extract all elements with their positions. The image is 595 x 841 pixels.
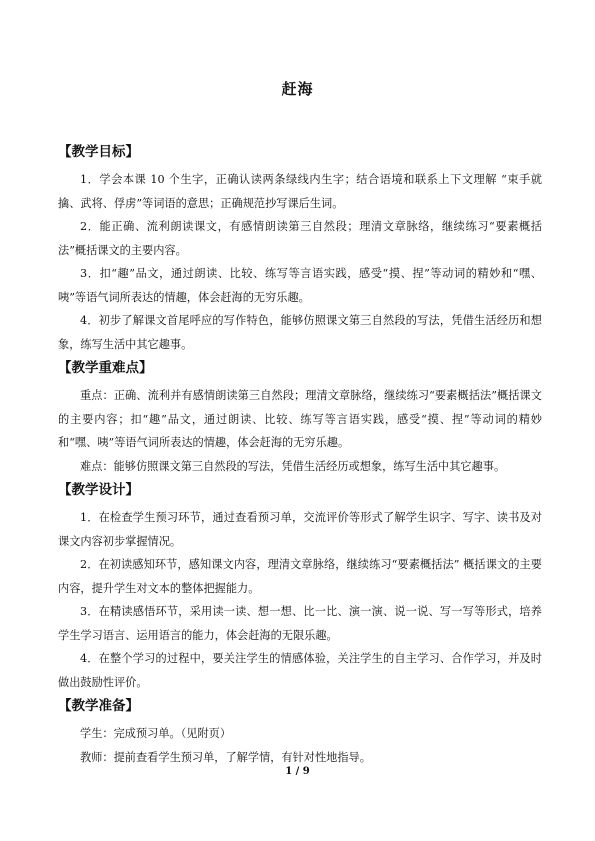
paragraph: 4．初步了解课文首尾呼应的写作特色，能够仿照课文第三自然段的写法，凭借生活经历和想象，练写生活中其它趣事。	[58, 314, 542, 351]
paragraph: 重点：正确、流利并有感情朗读第三自然段；理清文章脉络，继续练习“要素概括法”概括课文的主要内容；扣“趣”品文，通过朗读、比较、练写等言语实践，感受“摸、捏”等动词的精妙和“嘿、咦”等语气词所表达的情趣，体会赶海的无穷乐趣。	[58, 389, 542, 449]
document-title: 赶海	[281, 80, 314, 98]
paragraph: 3．在精读感悟环节，采用读一读、想一想、比一比、演一演、说一说、写一写等形式，培养学生学习语言、运用语言的能力，体会赶海的无限乐趣。	[58, 605, 542, 642]
section-heading: 【教学准备】	[58, 698, 139, 714]
paragraph: 2．在初读感知环节，感知课文内容，理清文章脉络，继续练习“要素概括法” 概括课文的主要内容，提升学生对文本的整体把握能力。	[58, 558, 542, 595]
paragraph: 3．扣“趣”品文，通过朗读、比较、练写等言语实践，感受“摸、捏”等动词的精妙和“嘿、咦”等语气词所表达的情趣，体会赶海的无穷乐趣。	[58, 267, 542, 304]
section-heading: 【教学重难点】	[58, 360, 153, 376]
paragraph: 1．学会本课 10 个生字，正确认读两条绿线内生字；结合语境和联系上下文理解 “束手就擒、武将、俘虏”等词语的意思；正确规范抄写课后生词。	[58, 173, 542, 210]
section-key-difficult-points	[58, 356, 542, 478]
document-body	[58, 140, 542, 769]
paragraph: 教师：提前查看学生预习单，了解学情，有针对性地指导。	[80, 750, 371, 764]
paragraph: 2．能正确、流利朗读课文，有感情朗读第三自然段；理清文章脉络，继续练习“要素概括法”概括课文的主要内容。	[58, 220, 542, 257]
paragraph: 4．在整个学习的过程中，要关注学生的情感体验，关注学生的自主学习、合作学习，并及时做出鼓励性评价。	[58, 652, 542, 689]
section-teaching-design	[58, 478, 542, 694]
section-teaching-objectives	[58, 140, 542, 356]
section-heading: 【教学设计】	[58, 482, 139, 498]
paragraph: 学生：完成预习单。（见附页）	[80, 727, 232, 740]
section-heading: 【教学目标】	[58, 144, 139, 160]
page-number: 1 / 9	[285, 766, 310, 777]
paragraph: 1．在检查学生预习环节，通过查看预习单，交流评价等形式了解学生识字、写字、读书及对课文内容初步掌握情况。	[58, 511, 542, 548]
paragraph: 难点：能够仿照课文第三自然段的写法，凭借生活经历或想象，练写生活中其它趣事。	[80, 459, 506, 473]
section-teaching-preparation	[58, 694, 542, 769]
